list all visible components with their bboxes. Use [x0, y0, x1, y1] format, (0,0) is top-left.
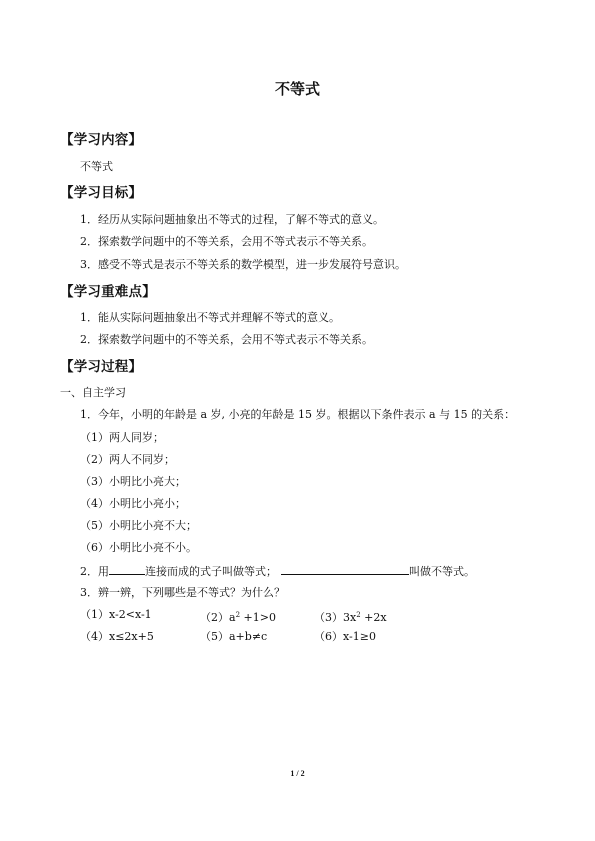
content-text: 不等式: [80, 160, 113, 173]
goal-item: 1．经历从实际问题抽象出不等式的过程，了解不等式的意义。: [80, 213, 384, 226]
option-label: （5）: [200, 630, 229, 643]
question-3-option-5: [200, 630, 267, 644]
question-3-option-3: [314, 608, 387, 625]
option-label: （3）: [314, 611, 343, 624]
option-expression-rest: +1>0: [240, 611, 276, 624]
page-number: 1 / 2: [290, 769, 305, 778]
option-label: （1）: [80, 608, 109, 621]
exponent: 2: [356, 611, 361, 619]
option-label: （6）: [314, 630, 343, 643]
question-3-option-4: [80, 630, 154, 644]
question-3-option-6: [314, 630, 376, 644]
section-heading-key-points: 【学习重难点】: [60, 284, 156, 300]
option-label: （2）: [200, 611, 229, 624]
question-3-option-2: [200, 608, 276, 625]
question-2-part-1: 2．用: [80, 565, 109, 578]
key-point-item: 1．能从实际问题抽象出不等式并理解不等式的意义。: [80, 311, 340, 324]
question-3-stem: 3．辨一辨，下列哪些是不等式？为什么？: [80, 586, 285, 599]
exponent: 2: [235, 611, 241, 619]
option-expression: x-2<x-1: [109, 608, 152, 621]
option-expression: a+b≠c: [229, 630, 268, 643]
option-expression: a: [229, 611, 236, 624]
question-3-option-1: [80, 608, 152, 622]
question-1-item: （3）小明比小亮大；: [80, 475, 186, 488]
key-point-item: 2．探索数学问题中的不等关系，会用不等式表示不等关系。: [80, 333, 373, 346]
option-expression: x-1≥0: [343, 630, 376, 643]
question-2-part-2: 连接而成的式子叫做等式；: [145, 565, 277, 578]
section-heading-process: 【学习过程】: [60, 359, 143, 375]
process-subheading: 一、自主学习: [60, 386, 126, 399]
goal-item: 3．感受不等式是表示不等关系的数学模型，进一步发展符号意识。: [80, 258, 406, 271]
question-2: [80, 564, 475, 579]
question-1-item: （5）小明比小亮不大；: [80, 519, 197, 532]
section-heading-content: 【学习内容】: [60, 132, 143, 148]
option-expression-rest: +2x: [360, 611, 387, 624]
page-title: 不等式: [274, 80, 320, 98]
option-label: （4）: [80, 630, 109, 643]
section-heading-goals: 【学习目标】: [60, 185, 143, 201]
goal-item: 2．探索数学问题中的不等关系，会用不等式表示不等关系。: [80, 235, 373, 248]
question-2-part-3: 叫做不等式。: [409, 565, 475, 578]
question-1-item: （4）小明比小亮小；: [80, 497, 186, 510]
option-expression: x≤2x+5: [109, 630, 154, 643]
question-1-item: （1）两人同岁；: [80, 431, 164, 444]
question-1-item: （6）小明比小亮不小。: [80, 541, 197, 554]
option-expression: 3x: [343, 611, 357, 624]
question-1-stem: 1．今年，小明的年龄是 a 岁, 小亮的年龄是 15 岁。根据以下条件表示 a 与 15 的关系：: [80, 408, 516, 421]
answer-blank-2[interactable]: [281, 564, 409, 575]
question-1-item: （2）两人不同岁；: [80, 453, 175, 466]
answer-blank-1[interactable]: [109, 564, 145, 575]
